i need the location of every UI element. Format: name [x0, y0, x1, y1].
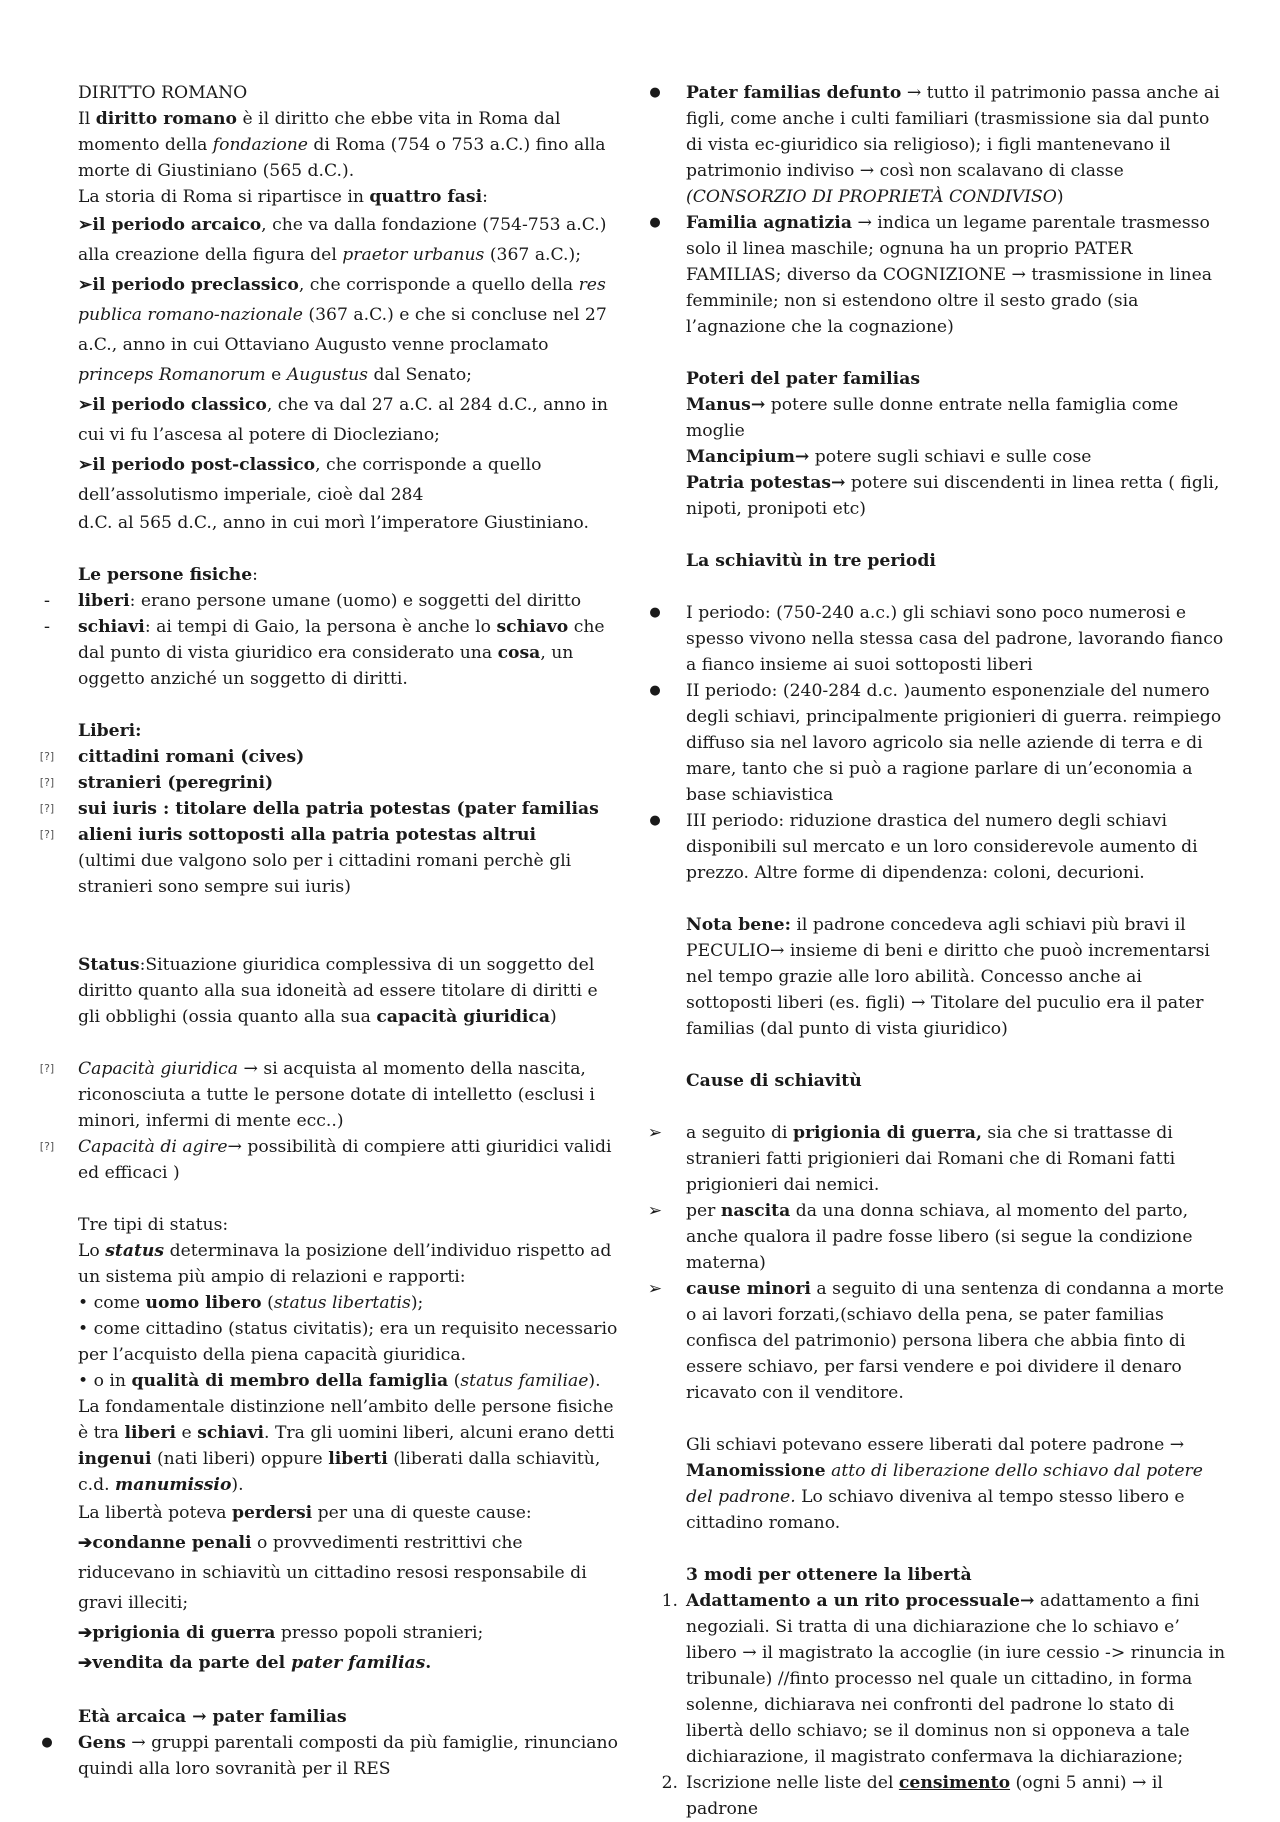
list-item: [?] stranieri (peregrini) [78, 770, 618, 796]
left-column [39, 80, 618, 1782]
phase-classico: ➢il periodo classico, che va dal 27 a.C. al 284 d.C., anno in cui vi fu l’ascesa al potere di Diocleziano; [78, 395, 608, 445]
arrowhead-icon: ➢ [647, 1201, 663, 1221]
list-item: ● I periodo: (750-240 a.c.) gli schiavi sono poco numerosi e spesso vivono nella stessa casa del padrone, lavorando fianco a fianco insieme ai suoi sottoposti liberi [686, 600, 1226, 678]
list-item: ● Familia agnatizia → indica un legame parentale trasmesso solo il linea maschile; ognuna ha un proprio PATER FAMILIAS; diverso da COGNIZIONE → trasmissione in linea femminile; non si estendono oltre il sesto grado (sia l’agnazione che la cognazione) [686, 210, 1226, 340]
document-title: DIRITTO ROMANO [78, 83, 248, 103]
phase-post-classico-end: d.C. al 565 d.C., anno in cui morì l’imperatore Giustiniano. [78, 513, 589, 533]
missing-glyph-icon: [?] [39, 1062, 55, 1075]
phase-preclassico: ➢il periodo preclassico, che corrisponde a quello della res publica romano-nazionale (367 a.C.) e che si concluse nel 27 a.C., anno in cui Ottaviano Augusto venne proclamato princeps Romanorum e Augustus dal Senato; [78, 275, 607, 385]
list-item: [?] Capacità giuridica → si acquista al momento della nascita, riconosciuta a tutte le persone dotate di intelletto (esclusi i minori, infermi di mente ecc..) [78, 1056, 618, 1134]
bullet-dot-icon: ● [649, 215, 661, 230]
list-item: [?] Capacità di agire→ possibilità di compiere atti giuridici validi ed efficaci ) [78, 1134, 618, 1186]
liberi-note: (ultimi due valgono solo per i cittadini romani perchè gli stranieri sono sempre sui iuris) [78, 851, 572, 897]
list-item: ➢ cause minori a seguito di una sentenza di condanna a morte o ai lavori forzati,(schiavo della pena, se pater familias confisca del patrimonio) persona libera che abbia finto di essere schiavo, per farsi vendere e poi dividere il denaro ricavato con il venditore. [686, 1276, 1226, 1406]
potere-mancipium: Mancipium→ potere sugli schiavi e sulle cose [686, 447, 1092, 467]
phase-post-classico: ➢il periodo post-classico, che corrisponde a quello dell’assolutismo imperiale, cioè dal 284 [78, 455, 542, 505]
modi-heading: 3 modi per ottenere la libertà [686, 1565, 972, 1585]
missing-glyph-icon: [?] [39, 802, 55, 815]
missing-glyph-icon: [?] [39, 750, 55, 763]
list-number: 1. [661, 1591, 678, 1611]
phase-arcaico: ➢il periodo arcaico, che va dalla fondazione (754-753 a.C.) alla creazione della figura del praetor urbanus (367 a.C.); [78, 215, 607, 265]
list-item: ● II periodo: (240-284 d.c. )aumento esponenziale del numero degli schiavi, principalmente prigionieri di guerra. reimpiego diffuso sia nel lavoro agricolo sia nelle aziende di terra e di mare, tanto che si può a ragione parlare di un’economia a base schiavistica [686, 678, 1226, 808]
schiavitu-heading: La schiavitù in tre periodi [686, 551, 936, 571]
eta-arcaica-heading: Età arcaica → pater familias [78, 1707, 347, 1727]
list-item: ● III periodo: riduzione drastica del numero degli schiavi disponibili sul mercato e un loro considerevole aumento di prezzo. Altre forme di dipendenza: coloni, decurioni. [686, 808, 1226, 886]
dash-marker: - [43, 617, 51, 637]
causa-condanne: ➔condanne penali o provvedimenti restrittivi che riducevano in schiavitù un cittadino resosi responsabile di gravi illeciti; [78, 1533, 587, 1613]
distinzione-paragraph: La fondamentale distinzione nell’ambito delle persone fisiche è tra liberi e schiavi. Tra gli uomini liberi, alcuni erano detti ingenui (nati liberi) oppure liberti (liberati dalla schiavitù, c.d. manumissio). [78, 1397, 615, 1495]
intro-paragraph: Il diritto romano è il diritto che ebbe vita in Roma dal momento della fondazione di Roma (754 o 753 a.C.) fino alla morte di Giustiniano (565 d.C.). [78, 109, 606, 181]
arrowhead-icon: ➢ [647, 1279, 663, 1299]
list-number: 2. [661, 1773, 678, 1793]
list-item: ● Gens → gruppi parentali composti da più famiglie, rinunciano quindi alla loro sovranità per il RES [78, 1730, 618, 1782]
bullet-dot-icon: ● [649, 605, 661, 620]
nota-bene: Nota bene: il padrone concedeva agli schiavi più bravi il PECULIO→ insieme di beni e diritto che puoò incrementarsi nel tempo grazie alle loro abilità. Concesso anche ai sottoposti liberi (es. figli) → Titolare del puculio era il pater familias (dal punto di vista giuridico) [686, 915, 1210, 1039]
list-item: - liberi: erano persone umane (uomo) e soggetti del diritto [78, 588, 618, 614]
list-item: ➢ per nascita da una donna schiava, al momento del parto, anche qualora il padre fosse libero (si segue la condizione materna) [686, 1198, 1226, 1276]
potere-patria-potestas: Patria potestas→ potere sui discendenti in linea retta ( figli, nipoti, pronipoti etc) [686, 473, 1220, 519]
list-item: [?] cittadini romani (cives) [78, 744, 618, 770]
list-item: ➢ a seguito di prigionia di guerra, sia che si trattasse di stranieri fatti prigionieri dai Romani che di Romani fatti prigionieri dai nemici. [686, 1120, 1226, 1198]
bullet-dot-icon: ● [649, 85, 661, 100]
bullet-dot-icon: ● [41, 1735, 53, 1750]
manomissione-paragraph: Gli schiavi potevano essere liberati dal potere padrone → Manomissione atto di liberazione dello schiavo dal potere del padrone. Lo schiavo diveniva al tempo stesso libero e cittadino romano. [686, 1435, 1203, 1533]
causa-prigionia: ➔prigionia di guerra presso popoli stranieri; [78, 1623, 484, 1643]
status-bullet: • come cittadino (status civitatis); era un requisito necessario per l’acquisto della piena capacità giuridica. [78, 1319, 618, 1365]
tre-tipi-heading: Tre tipi di status: [78, 1215, 229, 1235]
liberi-heading: Liberi: [78, 721, 142, 741]
right-column [647, 80, 1226, 1822]
list-item: - schiavi: ai tempi di Gaio, la persona è anche lo schiavo che dal punto di vista giuridico era considerato una cosa, un oggetto anziché un soggetto di diritti. [78, 614, 618, 692]
dash-marker: - [43, 591, 51, 611]
missing-glyph-icon: [?] [39, 1140, 55, 1153]
list-item: 2. Iscrizione nelle liste del censimento (ogni 5 anni) → il padrone [686, 1770, 1226, 1822]
causa-vendita: ➔vendita da parte del pater familias. [78, 1653, 432, 1673]
cause-heading: Cause di schiavitù [686, 1071, 862, 1091]
bullet-dot-icon: ● [649, 813, 661, 828]
bullet-dot-icon: ● [649, 683, 661, 698]
status-bullet: • come uomo libero (status libertatis); [78, 1293, 424, 1313]
poteri-heading: Poteri del pater familias [686, 369, 921, 389]
status-definition: Status:Situazione giuridica complessiva di un soggetto del diritto quanto alla sua idoneità ad essere titolare di diritti e gli obblighi (ossia quanto alla sua capacità giuridica) [78, 955, 598, 1027]
phases-intro: La storia di Roma si ripartisce in quattro fasi: [78, 187, 488, 207]
arrowhead-icon: ➢ [647, 1123, 663, 1143]
perdita-liberta: La libertà poteva perdersi per una di queste cause: [78, 1503, 532, 1523]
list-item: 1. Adattamento a un rito processuale→ adattamento a fini negoziali. Si tratta di una dichiarazione che lo schiavo e’ libero → il magistrato la accoglie (in iure cessio -> rinuncia in tribunale) //finto processo nel quale un cittadino, in forma solenne, dichiarava nei confronti del padrone lo stato di libertà dello schiavo; se il dominus non si opponeva a tale dichiarazione, il magistrato confermava la dichiarazione; [686, 1588, 1226, 1770]
list-item: [?] alieni iuris sottoposti alla patria potestas altrui [78, 822, 618, 848]
status-paragraph: Lo status determinava la posizione dell’individuo rispetto ad un sistema più ampio di relazioni e rapporti: [78, 1241, 612, 1287]
list-item: [?] sui iuris : titolare della patria potestas (pater familias [78, 796, 618, 822]
status-bullet: • o in qualità di membro della famiglia (status familiae). [78, 1371, 601, 1391]
persone-heading: Le persone fisiche: [78, 565, 258, 585]
potere-manus: Manus→ potere sulle donne entrate nella famiglia come moglie [686, 395, 1179, 441]
list-item: ● Pater familias defunto → tutto il patrimonio passa anche ai figli, come anche i culti familiari (trasmissione sia dal punto di vista ec-giuridico sia religioso); i figli mantenevano il patrimonio indiviso → così non scalavano di classe (CONSORZIO DI PROPRIETÀ CONDIVISO) [686, 80, 1226, 210]
missing-glyph-icon: [?] [39, 828, 55, 841]
missing-glyph-icon: [?] [39, 776, 55, 789]
